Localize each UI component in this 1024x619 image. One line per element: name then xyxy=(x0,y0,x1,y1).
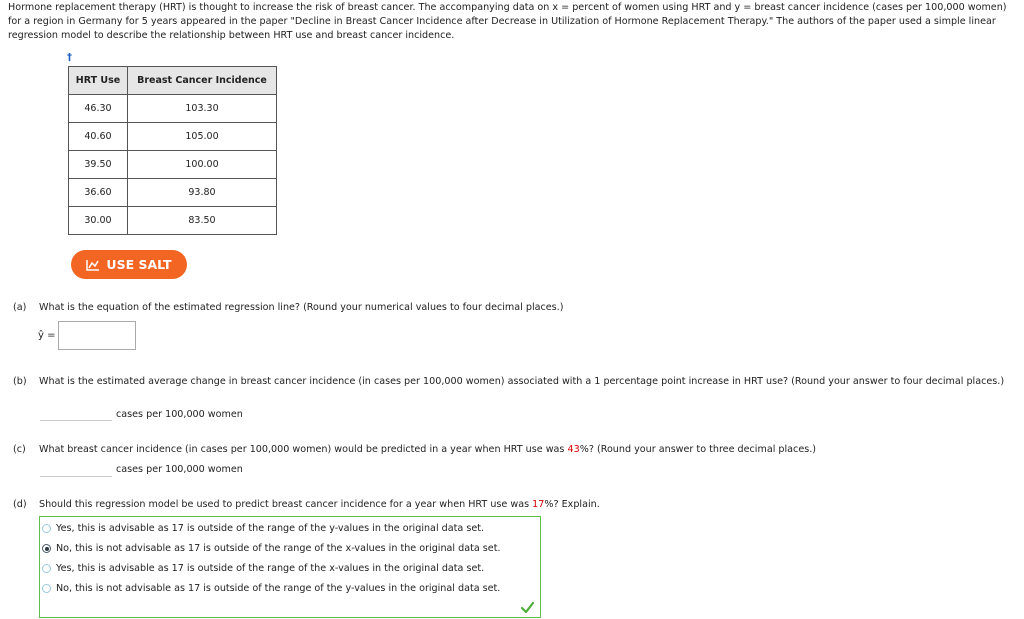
choice-option[interactable] xyxy=(42,523,484,534)
question-a-label: (a) xyxy=(13,302,27,313)
footnote-dagger-link[interactable]: † xyxy=(67,52,72,63)
question-b-units: cases per 100,000 women xyxy=(116,409,243,420)
problem-intro: Hormone replacement therapy (HRT) is thought to increase the risk of breast cancer. The accompanying data on x = percent of women using HRT and y = breast cancer incidence (cases per 100,000 women) for a region in Germany for 5 years appeared in the paper "Decline in Breast Cancer Incidence after Decrease in Utilization of Hormone Replacement Therapy." The authors of the paper used a simple linear regression model to describe the relationship between HRT use and breast cancer incidence. xyxy=(8,2,1007,41)
table-row xyxy=(69,151,277,179)
use-salt-button[interactable] xyxy=(71,250,187,279)
table-row xyxy=(69,207,277,235)
choice-label: Yes, this is advisable as 17 is outside of the range of the y-values in the original data set. xyxy=(56,523,485,534)
table-cell-hrt: 40.60 xyxy=(69,123,128,151)
table-cell-incidence: 103.30 xyxy=(128,95,277,123)
table-header-row xyxy=(69,67,277,95)
choice-label: No, this is not advisable as 17 is outside of the range of the y-values in the original data set. xyxy=(56,583,501,594)
correct-check-icon xyxy=(521,602,534,613)
question-c-text xyxy=(39,443,816,457)
table-cell-hrt: 36.60 xyxy=(69,179,128,207)
yhat-label: ŷ = xyxy=(38,330,56,341)
table-row xyxy=(69,123,277,151)
question-c-highlight: 43 xyxy=(567,444,580,455)
question-b-text: What is the estimated average change in breast cancer incidence (in cases per 100,000 women) associated with a 1 percentage point increase in HRT use? (Round your answer to four decimal places.) xyxy=(39,376,1005,387)
radio-button[interactable] xyxy=(42,564,51,573)
average-change-input[interactable] xyxy=(40,420,112,421)
regression-equation-input[interactable] xyxy=(58,321,136,350)
radio-button[interactable] xyxy=(42,584,51,593)
answer-choices xyxy=(39,516,541,618)
table-cell-incidence: 93.80 xyxy=(128,179,277,207)
table-row xyxy=(69,179,277,207)
radio-button-selected[interactable] xyxy=(42,544,51,553)
question-d xyxy=(13,498,600,512)
choice-label: No, this is not advisable as 17 is outside of the range of the x-values in the original data set. xyxy=(56,543,501,554)
question-d-text xyxy=(39,498,600,512)
question-d-text-after: %? Explain. xyxy=(544,499,600,510)
question-b xyxy=(13,375,1008,389)
table-cell-incidence: 83.50 xyxy=(128,207,277,235)
question-c-units: cases per 100,000 women xyxy=(116,464,243,475)
question-a-text: What is the equation of the estimated regression line? (Round your numerical values to four decimal places.) xyxy=(39,302,564,313)
question-c-text-after: %? (Round your answer to three decimal places.) xyxy=(579,444,817,455)
predicted-incidence-input[interactable] xyxy=(40,476,112,477)
choice-option[interactable] xyxy=(42,543,501,554)
table-cell-incidence: 100.00 xyxy=(128,151,277,179)
salt-chart-icon xyxy=(86,259,100,271)
question-c-text-before: What breast cancer incidence (in cases per 100,000 women) would be predicted in a year when HRT use was xyxy=(39,444,568,455)
choice-label: Yes, this is advisable as 17 is outside of the range of the x-values in the original data set. xyxy=(56,563,485,574)
use-salt-label: USE SALT xyxy=(106,257,172,272)
choice-option[interactable] xyxy=(42,583,500,594)
question-d-text-before: Should this regression model be used to predict breast cancer incidence for a year when HRT use was xyxy=(39,499,533,510)
question-a xyxy=(13,301,563,315)
table-cell-hrt: 39.50 xyxy=(69,151,128,179)
table-row xyxy=(69,95,277,123)
table-cell-incidence: 105.00 xyxy=(128,123,277,151)
question-d-highlight: 17 xyxy=(532,499,545,510)
table-cell-hrt: 46.30 xyxy=(69,95,128,123)
radio-button[interactable] xyxy=(42,524,51,533)
question-b-label: (b) xyxy=(13,376,27,387)
question-c xyxy=(13,443,816,457)
choice-option[interactable] xyxy=(42,563,484,574)
question-d-label: (d) xyxy=(13,499,27,510)
question-c-label: (c) xyxy=(13,444,26,455)
data-table xyxy=(68,66,277,235)
table-cell-hrt: 30.00 xyxy=(69,207,128,235)
table-header-hrt-use: HRT Use xyxy=(69,67,128,95)
table-header-incidence: Breast Cancer Incidence xyxy=(128,67,277,95)
